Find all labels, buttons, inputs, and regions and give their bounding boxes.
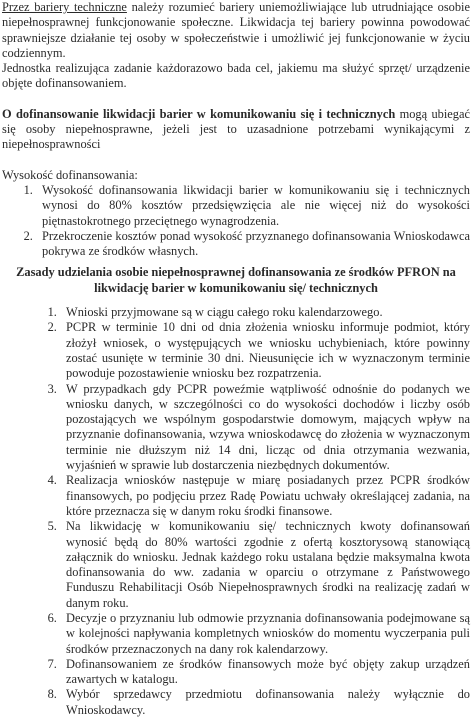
rules-item: 6. Decyzje o przyznaniu lub odmowie przyznania dofinansowania podejmowane są w kolejności napływania kompletnych wniosków do momentu wyczerpania puli środków przeznaczonych na dany rok kalendarzowy. — [60, 611, 470, 657]
funding-item: 2. Przekroczenie kosztów ponad wysokość przyznanego dofinansowania Wnioskodawca pokrywa ze środków własnych. — [36, 229, 470, 260]
funding-item: 1. Wysokość dofinansowania likwidacji barier w komunikowaniu się i technicznych wynosi do 80% kosztów przedsięwzięcia ale nie więcej niż do wysokości piętnastokrotnego przeciętnego wynagrodzenia. — [36, 183, 470, 229]
rules-item: 8. Wybór sprzedawcy przedmiotu dofinansowania należy wyłącznie do Wnioskodawcy. — [60, 687, 470, 718]
eligibility-paragraph — [2, 107, 470, 153]
funding-list — [2, 183, 470, 259]
intro-paragraph-barriers — [2, 0, 470, 61]
funding-label: Wysokość dofinansowania: — [2, 167, 138, 182]
eligibility-text: mogą ubiegać się osoby niepełnosprawne, jeżeli jest to uzasadnione potrzebami wynikającymi z niepełnosprawności — [2, 106, 470, 152]
document-page — [2, 0, 470, 718]
rules-item: 1. Wnioski przyjmowane są w ciągu całego roku kalendarzowego. — [60, 305, 470, 320]
rules-item: 7. Dofinansowaniem ze środków finansowych może być objęty zakup urządzeń zawartych w katalogu. — [60, 657, 470, 688]
spacer — [2, 92, 470, 107]
rules-heading: Zasady udzielania osobie niepełnosprawnej dofinansowania ze środków PFRON na likwidację barier w komunikowaniu się/ technicznych — [16, 265, 456, 295]
rules-item: 3. W przypadkach gdy PCPR poweźmie wątpliwość odnośnie do podanych we wniosku danych, w szczególności co do wysokości dochodów i liczby osób pozostających we wspólnym gospodarstwie domowym, mających wpływ na przyznanie dofinansowania, wzywa wnioskodawcę do złożenia w wyznaczonym terminie nie dłuższym niż 14 dni, licząc od dnia otrzymania wezwania, wyjaśnień w sprawie lub dostarczenia niezbędnych dokumentów. — [60, 382, 470, 474]
rules-item: 2. PCPR w terminie 10 dni od dnia złożenia wniosku informuje podmiot, który złożył wniosek, o występujących we wniosku uchybieniach, które powinny zostać usunięte w terminie 30 dni. Nieusunięcie ich w wyznaczonym terminie powoduje pozostawienie wniosku bez rozpatrzenia. — [60, 320, 470, 381]
eligibility-bold-lead: O dofinansowanie likwidacji barier w komunikowaniu się i technicznych — [2, 106, 396, 121]
term-technical-barriers: Przez bariery techniczne — [2, 0, 127, 14]
intro-definition-text: należy rozumieć bariery uniemożliwiające lub utrudniające osobie niepełnosprawnej funkcjonowanie społeczne. Likwidacja tej bariery powinna powodować sprawniejsze działanie tej osoby w społeczeństwie i umożliwić jej funkcjonowanie w życiu codziennym. — [2, 0, 471, 60]
rules-item: 4. Realizacja wniosków następuje w miarę posiadanych przez PCPR środków finansowych, po podjęciu przez Radę Powiatu uchwały określającej zadania, na które przeznacza się w danym roku środki finansowe. — [60, 473, 470, 519]
spacer — [2, 153, 470, 168]
rules-list — [2, 305, 470, 718]
intro-paragraph-purpose: Jednostka realizująca zadanie każdorazowo bada cel, jakiemu ma służyć sprzęt/ urządzenie objęte dofinansowaniem. — [2, 61, 470, 91]
rules-item: 5. Na likwidację w komunikowaniu się/ technicznych kwoty dofinansowań wynosić będą do 80% wartości zgodnie z ofertą kosztorysową stanowiącą załącznik do wniosku. Jednak każdego roku ustalana będzie maksymalna kwota dofinansowania do ww. zadania w oparciu o otrzymane z Państwowego Funduszu Rehabilitacji Osób Niepełnosprawnych środki na realizację zadań w danym roku. — [60, 519, 470, 611]
